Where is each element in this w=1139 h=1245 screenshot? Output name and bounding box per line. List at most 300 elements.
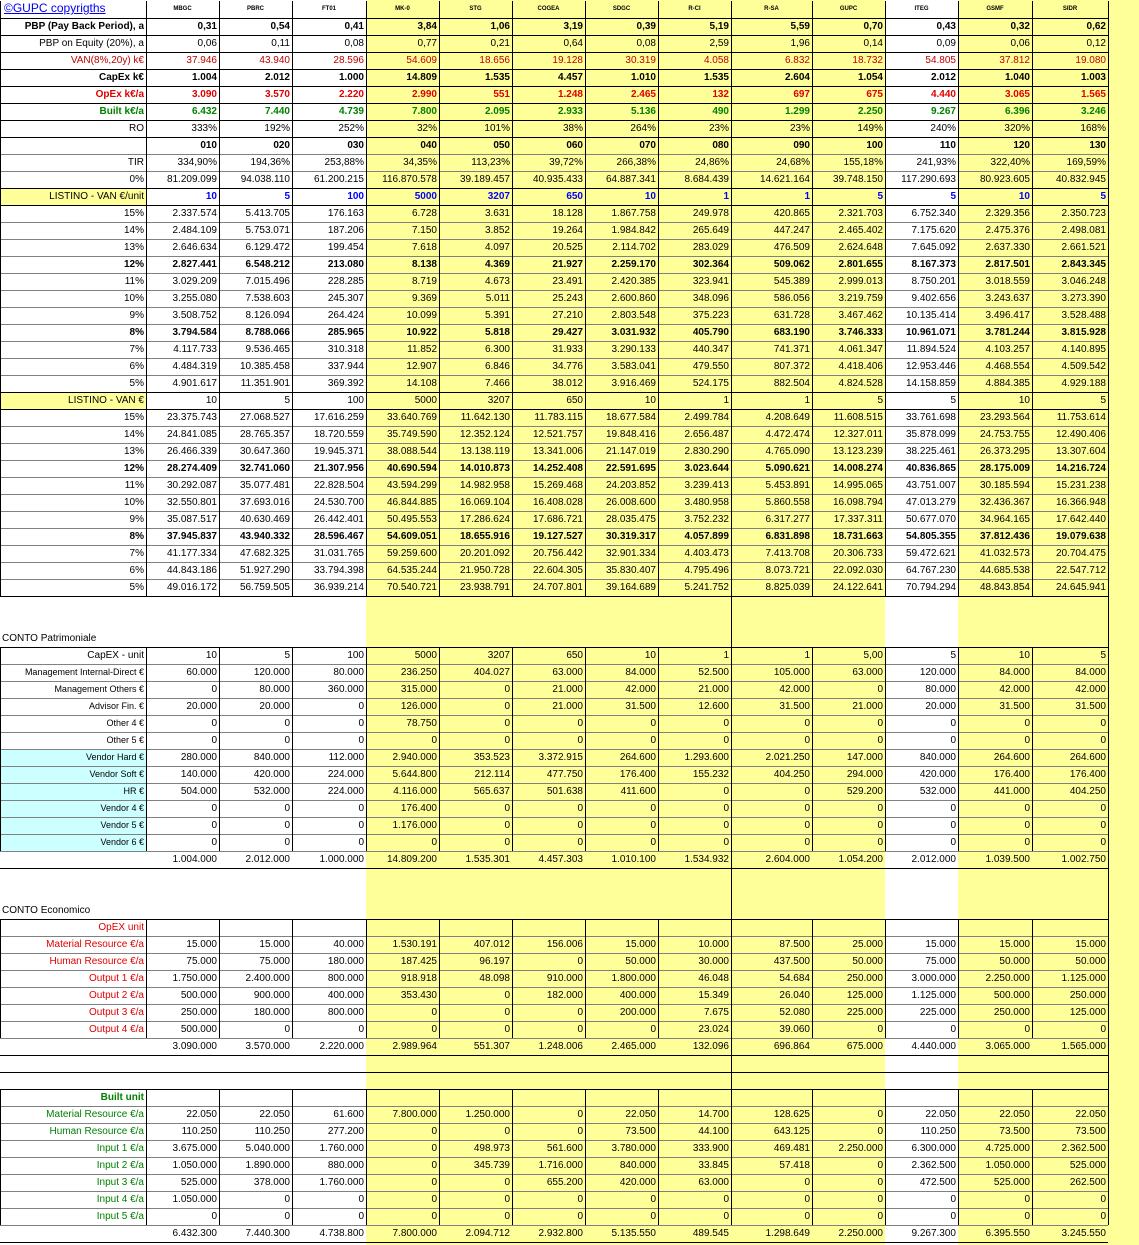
opex-cell[interactable]: 15.000 — [1075, 939, 1106, 950]
van-unit-row-cell[interactable]: 3.794.584 — [172, 327, 217, 338]
opex-cell[interactable]: 407.012 — [473, 939, 510, 950]
summary-row-cell[interactable]: 320% — [1004, 123, 1030, 134]
summary-row-cell[interactable]: 30.319 — [625, 55, 656, 66]
van-unit-row-label[interactable]: 9% — [129, 310, 144, 321]
summary-row-cell[interactable]: 24,68% — [776, 157, 810, 168]
patrimoniale-cell[interactable]: 0 — [1100, 803, 1106, 814]
patrimoniale-cell[interactable]: 0 — [650, 718, 656, 729]
built-cell[interactable]: 0 — [358, 1211, 364, 1222]
built-total[interactable]: 6.432.300 — [172, 1228, 217, 1239]
van-total-row-cell[interactable]: 14.008.274 — [832, 463, 883, 474]
conto-patrimoniale-title[interactable]: CONTO Patrimoniale — [2, 633, 97, 644]
van-total-row-cell[interactable]: 5.860.558 — [765, 497, 810, 508]
patrimoniale-cell[interactable]: 0 — [804, 837, 810, 848]
van-total-row-cell[interactable]: 3.480.958 — [684, 497, 729, 508]
summary-row-cell[interactable]: 5,19 — [709, 21, 729, 32]
van-total-row-cell[interactable]: 18.731.663 — [832, 531, 883, 542]
patrimoniale-total[interactable]: 1.002.750 — [1061, 854, 1106, 865]
built-cell[interactable]: 73.500 — [999, 1126, 1030, 1137]
van-unit-row-cell[interactable]: 3.528.488 — [1061, 310, 1106, 321]
van-total-row-cell[interactable]: 21.147.019 — [605, 446, 656, 457]
van-total-row-cell[interactable]: 12.521.757 — [532, 429, 583, 440]
capex-unit-value[interactable]: 100 — [347, 650, 364, 661]
van-total-row-cell[interactable]: 50.495.553 — [386, 514, 437, 525]
summary-row-cell[interactable]: 110 — [939, 140, 956, 151]
van-unit-row-cell[interactable]: 245.307 — [327, 293, 364, 304]
patrimoniale-cell[interactable]: 63.000 — [852, 667, 883, 678]
van-unit-row-cell[interactable]: 302.364 — [692, 259, 729, 270]
patrimoniale-cell[interactable]: 176.400 — [993, 769, 1030, 780]
van-unit-row-cell[interactable]: 3.290.133 — [611, 344, 656, 355]
patrimoniale-cell[interactable]: 280.000 — [180, 752, 217, 763]
listino-unit-value[interactable]: 1 — [723, 191, 729, 202]
van-total-row-cell[interactable]: 59.472.621 — [905, 548, 956, 559]
patrimoniale-row-label[interactable]: Vendor 4 € — [100, 803, 144, 813]
built-row-label[interactable]: Input 3 €/a — [96, 1177, 144, 1188]
patrimoniale-row-label[interactable]: HR € — [123, 786, 144, 796]
patrimoniale-cell[interactable]: 2.021.250 — [765, 752, 810, 763]
patrimoniale-row-label[interactable]: Other 5 € — [106, 735, 144, 745]
van-total-row-cell[interactable]: 6.317.277 — [765, 514, 810, 525]
summary-row-cell[interactable]: 1.000 — [338, 72, 364, 83]
capex-unit-value[interactable]: 10 — [644, 650, 656, 661]
summary-row-cell[interactable]: 81.209.099 — [166, 174, 217, 185]
patrimoniale-cell[interactable]: 0 — [358, 718, 364, 729]
patrimoniale-cell[interactable]: 441.000 — [993, 786, 1030, 797]
summary-row-cell[interactable]: 3.065 — [1004, 89, 1030, 100]
van-total-row-cell[interactable]: 39.164.689 — [605, 582, 656, 593]
opex-cell[interactable]: 3.000.000 — [911, 973, 956, 984]
built-cell[interactable]: 0 — [650, 1194, 656, 1205]
van-unit-row-cell[interactable]: 6.548.212 — [245, 259, 290, 270]
opex-cell[interactable]: 15.000 — [999, 939, 1030, 950]
van-unit-row-cell[interactable]: 2.803.548 — [611, 310, 656, 321]
summary-row-cell[interactable]: 322,40% — [990, 157, 1030, 168]
built-row-label[interactable]: Input 4 €/a — [96, 1194, 144, 1205]
van-unit-row-cell[interactable]: 524.175 — [692, 378, 729, 389]
summary-row-cell[interactable]: 0,43 — [936, 21, 956, 32]
built-cell[interactable]: 0 — [504, 1126, 510, 1137]
listino-unit-value[interactable]: 650 — [566, 191, 583, 202]
patrimoniale-total[interactable]: 14.809.200 — [386, 854, 437, 865]
capex-unit-value[interactable]: 650 — [566, 650, 583, 661]
van-unit-row-cell[interactable]: 6.300 — [484, 344, 510, 355]
van-total-row-cell[interactable]: 15.231.238 — [1055, 480, 1106, 491]
summary-row-cell[interactable]: 169,59% — [1066, 157, 1106, 168]
van-total-row-cell[interactable]: 54.805.355 — [905, 531, 956, 542]
van-unit-row-cell[interactable]: 2.337.574 — [172, 208, 217, 219]
van-total-row-cell[interactable]: 28.035.475 — [605, 514, 656, 525]
built-cell[interactable]: 1.050.000 — [172, 1160, 217, 1171]
opex-total[interactable]: 1.565.000 — [1061, 1041, 1106, 1052]
opex-cell[interactable]: 1.750.000 — [172, 973, 217, 984]
van-unit-row-cell[interactable]: 4.509.542 — [1061, 361, 1106, 372]
opex-cell[interactable]: 180.000 — [327, 956, 364, 967]
van-unit-row-cell[interactable]: 6.728 — [411, 208, 437, 219]
summary-row-cell[interactable]: 1.004 — [191, 72, 217, 83]
opex-total[interactable]: 2.989.964 — [392, 1041, 437, 1052]
opex-cell[interactable]: 7.675 — [703, 1007, 729, 1018]
opex-cell[interactable]: 125.000 — [846, 990, 883, 1001]
van-unit-row-label[interactable]: 11% — [124, 276, 144, 287]
opex-cell[interactable]: 0 — [504, 1007, 510, 1018]
van-total-row-cell[interactable]: 5.241.752 — [684, 582, 729, 593]
summary-row-cell[interactable]: 0,54 — [270, 21, 290, 32]
patrimoniale-cell[interactable]: 0 — [284, 837, 290, 848]
summary-row-cell[interactable]: 0,12 — [1086, 38, 1106, 49]
van-unit-row-cell[interactable]: 10.385.458 — [239, 361, 290, 372]
van-unit-row-cell[interactable]: 4.484.319 — [172, 361, 217, 372]
van-total-row-cell[interactable]: 21.950.728 — [459, 565, 510, 576]
summary-row-label[interactable]: VAN(8%,20y) k€ — [70, 55, 144, 66]
van-total-row-cell[interactable]: 21.307.956 — [313, 463, 364, 474]
built-cell[interactable]: 0 — [577, 1211, 583, 1222]
van-total-row-cell[interactable]: 2.830.290 — [684, 446, 729, 457]
van-total-row-label[interactable]: 15% — [123, 412, 144, 423]
summary-row-cell[interactable]: 5.136 — [630, 106, 656, 117]
opex-cell[interactable]: 50.000 — [852, 956, 883, 967]
van-unit-row-cell[interactable]: 9.369 — [411, 293, 437, 304]
built-cell[interactable]: 0 — [504, 1177, 510, 1188]
built-total[interactable]: 1.298.649 — [765, 1228, 810, 1239]
van-unit-row-cell[interactable]: 440.347 — [692, 344, 729, 355]
van-unit-row-cell[interactable]: 3.916.469 — [611, 378, 656, 389]
built-total[interactable]: 7.440.300 — [245, 1228, 290, 1239]
built-cell[interactable]: 63.000 — [698, 1177, 729, 1188]
van-total-row-cell[interactable]: 24.753.755 — [979, 429, 1030, 440]
built-cell[interactable]: 57.418 — [779, 1160, 810, 1171]
summary-row-cell[interactable]: 252% — [338, 123, 364, 134]
van-unit-row-cell[interactable]: 2.465.402 — [838, 225, 883, 236]
built-cell[interactable]: 1.716.000 — [538, 1160, 583, 1171]
van-unit-row-cell[interactable]: 31.933 — [552, 344, 583, 355]
built-cell[interactable]: 2.362.500 — [1061, 1143, 1106, 1154]
opex-cell[interactable]: 500.000 — [993, 990, 1030, 1001]
van-total-row-cell[interactable]: 23.375.743 — [166, 412, 217, 423]
van-unit-row-cell[interactable]: 741.371 — [773, 344, 810, 355]
van-unit-row-cell[interactable]: 265.649 — [692, 225, 729, 236]
van-total-row-cell[interactable]: 47.013.279 — [905, 497, 956, 508]
van-total-row-cell[interactable]: 11.753.614 — [1056, 412, 1106, 423]
summary-row-cell[interactable]: 675 — [866, 89, 883, 100]
patrimoniale-cell[interactable]: 0 — [431, 735, 437, 746]
built-cell[interactable]: 0 — [1100, 1194, 1106, 1205]
van-unit-row-cell[interactable]: 420.865 — [773, 208, 810, 219]
opex-cell[interactable]: 75.000 — [925, 956, 956, 967]
summary-row-cell[interactable]: 1.040 — [1004, 72, 1030, 83]
patrimoniale-row-label[interactable]: Other 4 € — [106, 718, 144, 728]
van-unit-row-cell[interactable]: 3.273.390 — [1061, 293, 1106, 304]
van-unit-row-cell[interactable]: 249.978 — [692, 208, 729, 219]
van-unit-row-cell[interactable]: 213.080 — [327, 259, 364, 270]
summary-row-cell[interactable]: 18.732 — [852, 55, 883, 66]
summary-row-cell[interactable]: 551 — [493, 89, 510, 100]
built-cell[interactable]: 61.600 — [333, 1109, 364, 1120]
van-unit-row-cell[interactable]: 683.190 — [773, 327, 810, 338]
opex-cell[interactable]: 15.000 — [259, 939, 290, 950]
summary-row-cell[interactable]: 2.250 — [857, 106, 883, 117]
van-unit-row-cell[interactable]: 323.941 — [692, 276, 729, 287]
patrimoniale-cell[interactable]: 0 — [504, 820, 510, 831]
van-unit-row-cell[interactable]: 375.223 — [692, 310, 729, 321]
built-cell[interactable]: 655.200 — [546, 1177, 583, 1188]
van-unit-row-cell[interactable]: 4.468.554 — [985, 361, 1030, 372]
patrimoniale-cell[interactable]: 0 — [1100, 718, 1106, 729]
built-cell[interactable]: 0 — [211, 1211, 217, 1222]
summary-row-cell[interactable]: 94.038.110 — [240, 174, 290, 185]
built-cell[interactable]: 840.000 — [619, 1160, 656, 1171]
opex-cell[interactable]: 1.125.000 — [1061, 973, 1106, 984]
van-unit-row-cell[interactable]: 369.392 — [327, 378, 364, 389]
patrimoniale-cell[interactable]: 264.600 — [1069, 752, 1106, 763]
van-unit-row-cell[interactable]: 18.128 — [552, 208, 583, 219]
patrimoniale-cell[interactable]: 532.000 — [253, 786, 290, 797]
patrimoniale-cell[interactable]: 0 — [211, 718, 217, 729]
patrimoniale-cell[interactable]: 0 — [723, 837, 729, 848]
summary-row-cell[interactable]: 020 — [273, 140, 290, 151]
van-total-row-cell[interactable]: 28.175.009 — [979, 463, 1030, 474]
opex-cell[interactable]: 225.000 — [919, 1007, 956, 1018]
patrimoniale-cell[interactable]: 0 — [723, 786, 729, 797]
built-cell[interactable]: 0 — [1024, 1194, 1030, 1205]
patrimoniale-cell[interactable]: 501.638 — [546, 786, 583, 797]
summary-row-cell[interactable]: 37.812 — [999, 55, 1030, 66]
summary-row-cell[interactable]: 38% — [562, 123, 583, 134]
van-total-row-cell[interactable]: 44.685.538 — [979, 565, 1030, 576]
van-total-row-cell[interactable]: 47.682.325 — [239, 548, 290, 559]
van-total-row-cell[interactable]: 59.259.600 — [386, 548, 437, 559]
column-header-gsmf[interactable]: GSMF — [986, 6, 1004, 12]
opex-cell[interactable]: 353.430 — [400, 990, 437, 1001]
listino-unit-value[interactable]: 5 — [950, 191, 956, 202]
built-cell[interactable]: 110.250 — [181, 1126, 217, 1137]
built-cell[interactable]: 0 — [804, 1211, 810, 1222]
summary-row-cell[interactable]: 2.604 — [784, 72, 810, 83]
patrimoniale-cell[interactable]: 420.000 — [253, 769, 290, 780]
van-unit-row-cell[interactable]: 5.011 — [485, 293, 510, 304]
summary-row-cell[interactable]: 0,06 — [197, 38, 217, 49]
opex-cell[interactable]: 182.000 — [546, 990, 583, 1001]
van-unit-row-cell[interactable]: 337.944 — [327, 361, 364, 372]
van-total-row-cell[interactable]: 19.127.527 — [532, 531, 583, 542]
column-header-pbrc[interactable]: PBRC — [246, 6, 264, 12]
summary-row-label[interactable]: RO — [129, 123, 144, 134]
summary-row-cell[interactable]: 1.535 — [703, 72, 729, 83]
patrimoniale-cell[interactable]: 504.000 — [180, 786, 217, 797]
patrimoniale-total[interactable]: 1.535.301 — [465, 854, 510, 865]
patrimoniale-cell[interactable]: 176.400 — [619, 769, 656, 780]
van-total-row-cell[interactable]: 7.413.708 — [765, 548, 810, 559]
opex-cell[interactable]: 180.000 — [253, 1007, 290, 1018]
van-total-row-cell[interactable]: 13.123.239 — [832, 446, 883, 457]
summary-row-cell[interactable]: 4.457 — [557, 72, 583, 83]
summary-row-cell[interactable]: 3,19 — [563, 21, 583, 32]
van-unit-row-cell[interactable]: 2.114.702 — [612, 242, 656, 253]
listino-unit-value[interactable]: 10 — [1018, 191, 1030, 202]
patrimoniale-cell[interactable]: 0 — [284, 718, 290, 729]
built-cell[interactable]: 277.200 — [327, 1126, 364, 1137]
van-unit-row-cell[interactable]: 3.583.041 — [611, 361, 656, 372]
patrimoniale-cell[interactable]: 0 — [284, 820, 290, 831]
listino-total-value[interactable]: 5 — [284, 395, 290, 406]
van-total-row-cell[interactable]: 35.077.481 — [239, 480, 290, 491]
patrimoniale-cell[interactable]: 0 — [577, 820, 583, 831]
opex-cell[interactable]: 1.800.000 — [611, 973, 656, 984]
summary-row-cell[interactable]: 113,23% — [471, 157, 510, 168]
listino-unit-value[interactable]: 1 — [804, 191, 810, 202]
opex-cell[interactable]: 87.500 — [779, 939, 810, 950]
opex-cell[interactable]: 250.000 — [993, 1007, 1030, 1018]
van-unit-row-label[interactable]: 5% — [129, 378, 144, 389]
opex-cell[interactable]: 48.098 — [479, 973, 510, 984]
van-unit-row-cell[interactable]: 5.413.705 — [245, 208, 290, 219]
opex-cell[interactable]: 75.000 — [186, 956, 217, 967]
van-total-row-label[interactable]: 11% — [124, 480, 144, 491]
summary-row-cell[interactable]: 43.940 — [259, 55, 290, 66]
patrimoniale-total[interactable]: 2.012.000 — [245, 854, 290, 865]
opex-cell[interactable]: 0 — [577, 1024, 583, 1035]
summary-row-cell[interactable]: 050 — [493, 140, 510, 151]
van-total-row-cell[interactable]: 16.069.104 — [459, 497, 510, 508]
van-total-row-cell[interactable]: 3.239.413 — [684, 480, 729, 491]
patrimoniale-cell[interactable]: 0 — [723, 718, 729, 729]
patrimoniale-row-label[interactable]: Vendor 6 € — [100, 837, 144, 847]
patrimoniale-cell[interactable]: 315.000 — [400, 684, 437, 695]
van-unit-row-cell[interactable]: 23.491 — [552, 276, 583, 287]
van-total-row-cell[interactable]: 18.720.559 — [313, 429, 364, 440]
built-total[interactable]: 7.800.000 — [392, 1228, 437, 1239]
van-total-row-cell[interactable]: 56.759.505 — [239, 582, 290, 593]
van-total-row-cell[interactable]: 32.550.801 — [166, 497, 217, 508]
summary-row-label[interactable]: PBP on Equity (20%), a — [39, 38, 144, 49]
van-unit-row-cell[interactable]: 8.750.201 — [911, 276, 956, 287]
patrimoniale-cell[interactable]: 20.000 — [186, 701, 217, 712]
summary-row-cell[interactable]: 0,08 — [344, 38, 364, 49]
summary-row-cell[interactable]: 1.299 — [784, 106, 810, 117]
opex-unit-label[interactable]: OpEX unit — [98, 922, 144, 933]
van-unit-row-cell[interactable]: 3.781.244 — [985, 327, 1030, 338]
opex-cell[interactable]: 54.684 — [779, 973, 810, 984]
van-total-row-cell[interactable]: 36.939.214 — [313, 582, 364, 593]
summary-row-cell[interactable]: 1.054 — [857, 72, 883, 83]
van-total-row-cell[interactable]: 40.690.594 — [386, 463, 437, 474]
built-cell[interactable]: 5.040.000 — [245, 1143, 290, 1154]
van-unit-row-cell[interactable]: 3.746.333 — [838, 327, 883, 338]
summary-row-cell[interactable]: 7.440 — [264, 106, 290, 117]
van-total-row-cell[interactable]: 40.630.469 — [239, 514, 290, 525]
van-unit-row-cell[interactable]: 29.427 — [552, 327, 583, 338]
patrimoniale-row-label[interactable]: Management Internal-Direct € — [24, 667, 144, 677]
capex-unit-value[interactable]: 5 — [950, 650, 956, 661]
patrimoniale-cell[interactable]: 84.000 — [999, 667, 1030, 678]
van-unit-row-label[interactable]: 14% — [123, 225, 144, 236]
opex-cell[interactable]: 50.000 — [625, 956, 656, 967]
built-cell[interactable]: 0 — [877, 1211, 883, 1222]
summary-row-cell[interactable]: 40.935.433 — [532, 174, 583, 185]
capex-unit-label[interactable]: CapEX - unit — [87, 650, 144, 661]
listino-unit-value[interactable]: 5 — [877, 191, 883, 202]
patrimoniale-cell[interactable]: 42.000 — [625, 684, 656, 695]
opex-cell[interactable]: 15.000 — [186, 939, 217, 950]
patrimoniale-row-label[interactable]: Vendor Hard € — [85, 752, 144, 762]
van-total-row-cell[interactable]: 24.645.941 — [1055, 582, 1106, 593]
patrimoniale-cell[interactable]: 78.750 — [406, 718, 437, 729]
opex-cell[interactable]: 40.000 — [333, 939, 364, 950]
built-cell[interactable]: 498.973 — [473, 1143, 510, 1154]
van-total-row-cell[interactable]: 2.656.487 — [684, 429, 729, 440]
built-cell[interactable]: 0 — [431, 1160, 437, 1171]
built-cell[interactable]: 0 — [504, 1211, 510, 1222]
summary-row-cell[interactable]: 0,39 — [636, 21, 656, 32]
built-total[interactable]: 4.738.800 — [319, 1228, 364, 1239]
opex-cell[interactable]: 2.400.000 — [245, 973, 290, 984]
van-unit-row-cell[interactable]: 25.243 — [552, 293, 583, 304]
summary-row-cell[interactable]: 24,86% — [695, 157, 729, 168]
listino-unit-value[interactable]: 100 — [347, 191, 364, 202]
opex-cell[interactable]: 250.000 — [1069, 990, 1106, 1001]
patrimoniale-cell[interactable]: 264.600 — [993, 752, 1030, 763]
opex-cell[interactable]: 0 — [950, 1024, 956, 1035]
van-unit-row-cell[interactable]: 2.637.330 — [985, 242, 1030, 253]
opex-cell[interactable]: 1.125.000 — [911, 990, 956, 1001]
van-unit-row-cell[interactable]: 3.029.209 — [172, 276, 217, 287]
opex-cell[interactable]: 2.250.000 — [985, 973, 1030, 984]
summary-row-cell[interactable]: 3,84 — [417, 21, 437, 32]
built-cell[interactable]: 3.780.000 — [611, 1143, 656, 1154]
van-unit-row-cell[interactable]: 479.550 — [692, 361, 729, 372]
van-total-row-cell[interactable]: 4.057.899 — [684, 531, 729, 542]
patrimoniale-total[interactable]: 1.039.500 — [985, 854, 1030, 865]
summary-row-cell[interactable]: 80.923.605 — [979, 174, 1030, 185]
van-unit-row-cell[interactable]: 187.206 — [327, 225, 364, 236]
summary-row-cell[interactable]: 090 — [793, 140, 810, 151]
van-unit-row-cell[interactable]: 10.922 — [406, 327, 437, 338]
van-unit-row-cell[interactable]: 2.827.441 — [172, 259, 217, 270]
built-cell[interactable]: 880.000 — [327, 1160, 364, 1171]
built-cell[interactable]: 73.500 — [625, 1126, 656, 1137]
opex-cell[interactable]: 500.000 — [180, 1024, 217, 1035]
van-total-row-cell[interactable]: 43.594.299 — [386, 480, 437, 491]
patrimoniale-total[interactable]: 1.054.200 — [838, 854, 883, 865]
van-total-row-cell[interactable]: 32.741.060 — [239, 463, 290, 474]
patrimoniale-cell[interactable]: 0 — [1024, 718, 1030, 729]
summary-row-label[interactable]: TIR — [127, 157, 144, 168]
summary-row-cell[interactable]: 060 — [566, 140, 583, 151]
van-unit-row-cell[interactable]: 3.508.752 — [172, 310, 217, 321]
van-unit-row-cell[interactable]: 20.525 — [552, 242, 583, 253]
summary-row-cell[interactable]: 4.739 — [338, 106, 364, 117]
summary-row-cell[interactable]: 241,93% — [916, 157, 956, 168]
summary-row-cell[interactable]: 030 — [347, 140, 364, 151]
summary-row-cell[interactable]: 37.946 — [186, 55, 217, 66]
van-total-row-cell[interactable]: 30.647.360 — [239, 446, 290, 457]
built-row-label[interactable]: Input 1 €/a — [96, 1143, 144, 1154]
built-total[interactable]: 2.094.712 — [465, 1228, 510, 1239]
built-cell[interactable]: 345.739 — [473, 1160, 510, 1171]
built-cell[interactable]: 0 — [431, 1126, 437, 1137]
van-unit-row-cell[interactable]: 7.175.620 — [911, 225, 956, 236]
built-cell[interactable]: 0 — [431, 1143, 437, 1154]
built-cell[interactable]: 469.481 — [773, 1143, 810, 1154]
van-total-row-cell[interactable]: 24.707.801 — [532, 582, 583, 593]
van-unit-row-cell[interactable]: 631.728 — [773, 310, 810, 321]
summary-row-cell[interactable]: 39.748.150 — [832, 174, 883, 185]
van-unit-row-cell[interactable]: 2.999.013 — [838, 276, 883, 287]
built-cell[interactable]: 0 — [284, 1211, 290, 1222]
patrimoniale-cell[interactable]: 176.400 — [400, 803, 437, 814]
van-unit-row-cell[interactable]: 8.126.094 — [245, 310, 290, 321]
built-cell[interactable]: 4.725.000 — [985, 1143, 1030, 1154]
